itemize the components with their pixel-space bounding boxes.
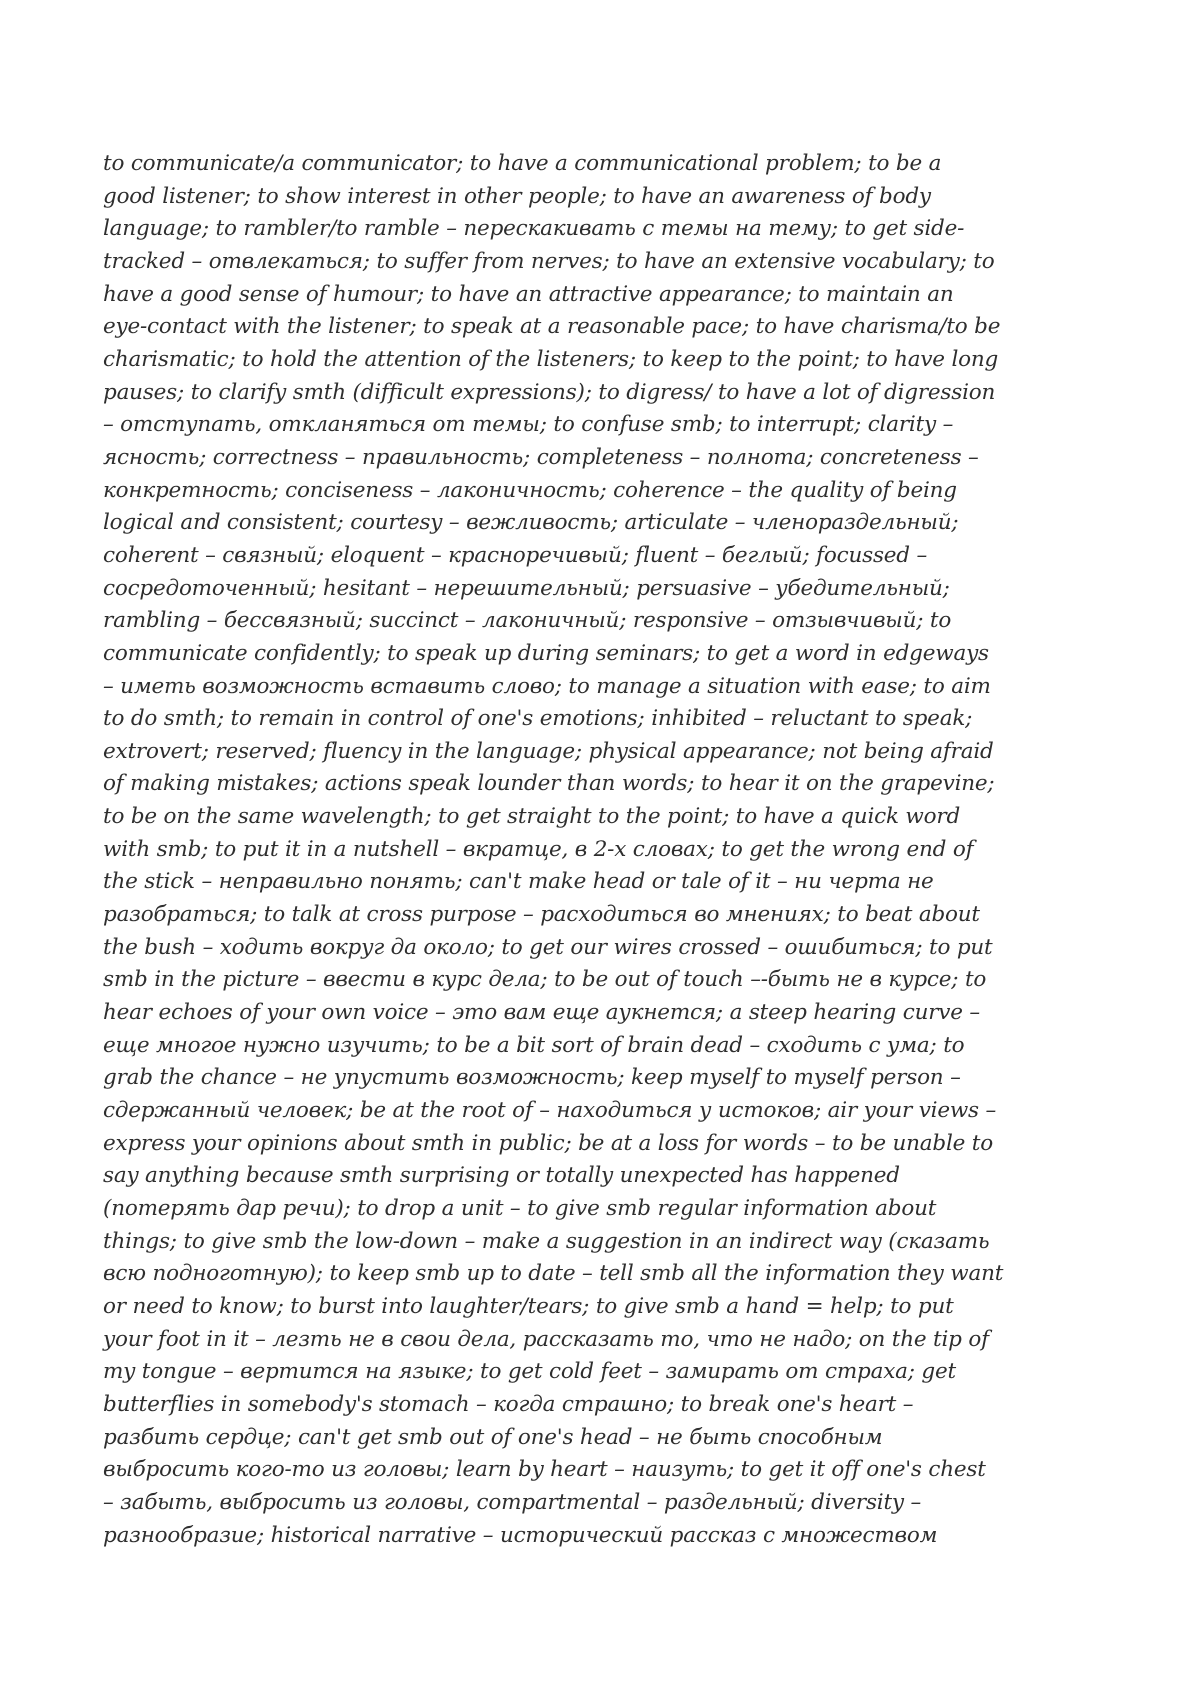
text-line: my tongue – вертится на языке; to get cold feet – замирать от страха; get <box>103 1359 956 1385</box>
text-line: hear echoes of your own voice – это вам еще аукнется; a steep hearing curve – <box>103 1000 980 1026</box>
text-line: the stick – неправильно понять; can't make head or tale of it – ни черта не <box>103 869 934 895</box>
text-line: to be on the same wavelength; to get straight to the point; to have a quick word <box>103 804 961 830</box>
text-line: logical and consistent; courtesy – вежливость; articulate – членораздельный; <box>103 510 959 536</box>
text-line: good listener; to show interest in other people; to have an awareness of body <box>103 183 931 209</box>
text-line: or need to know; to burst into laughter/tears; to give smb a hand = help; to put <box>103 1293 954 1319</box>
text-line: things; to give smb the low-down – make a suggestion in an indirect way (сказать <box>103 1228 990 1254</box>
text-line: rambling – бессвязный; succinct – лаконичный; responsive – отзывчивый; to <box>103 608 952 634</box>
text-line: with smb; to put it in a nutshell – вкратце, в 2-х словах; to get the wrong end of <box>103 836 974 862</box>
text-line: to communicate/a communicator; to have a communicational problem; to be a <box>103 151 942 176</box>
text-line: pauses; to clarify smth (difficult expressions); to digress/ to have a lot of digression <box>103 379 996 405</box>
text-line: of making mistakes; actions speak lounder than words; to hear it on the grapevine; <box>103 771 995 797</box>
text-line: ясность; correctness – правильность; completeness – полнота; concreteness – <box>103 444 979 470</box>
text-line: разобраться; to talk at cross purpose – расходиться во мнениях; to beat about <box>103 902 980 928</box>
text-line: coherent – связный; eloquent – красноречивый; fluent – беглый; focussed – <box>103 542 928 568</box>
text-line: grab the chance – не упустить возможность; keep myself to myself person – <box>103 1065 961 1091</box>
text-line: разнообразие; historical narrative – исторический рассказ с множеством <box>103 1522 938 1548</box>
text-line: разбить сердце; can't get smb out of one's head – не быть способным <box>103 1424 883 1450</box>
text-line: have a good sense of humour; to have an attractive appearance; to maintain an <box>103 281 954 307</box>
text-line: the bush – ходить вокруг да около; to get our wires crossed – ошибиться; to put <box>103 934 993 960</box>
text-line: выбросить кого-то из головы; learn by heart – наизуть; to get it off one's chest <box>103 1457 986 1483</box>
text-line: to do smth; to remain in control of one's emotions; inhibited – reluctant to speak; <box>103 706 973 732</box>
text-line: сдержанный человек; be at the root of – находиться у истоков; air your views – <box>103 1098 997 1124</box>
text-line: say anything because smth surprising or totally unexpected has happened <box>103 1163 900 1189</box>
text-line: tracked – отвлекаться; to suffer from nerves; to have an extensive vocabulary; to <box>103 248 995 274</box>
text-line: butterflies in somebody's stomach – когда страшно; to break one's heart – <box>103 1391 914 1417</box>
text-line: smb in the picture – ввести в курс дела; to be out of touch –-быть не в курсе; to <box>103 967 987 993</box>
text-line: – отступать, откланяться от темы; to confuse smb; to interrupt; clarity – <box>103 412 954 438</box>
text-line: express your opinions about smth in public; be at a loss for words – to be unable to <box>103 1130 993 1156</box>
text-line: communicate confidently; to speak up during seminars; to get a word in edgeways <box>103 640 989 666</box>
text-line: всю подноготную); to keep smb up to date – tell smb all the information they want <box>103 1261 1004 1287</box>
vocabulary-text-block <box>103 148 1103 1552</box>
text-line: your foot in it – лезть не в свои дела, рассказать то, что не надо; on the tip of <box>103 1326 989 1352</box>
text-line: еще многое нужно изучить; to be a bit sort of brain dead – сходить с ума; to <box>103 1032 965 1058</box>
text-line: конкретность; conciseness – лаконичность; coherence – the quality of being <box>103 477 957 503</box>
text-line: сосредоточенный; hesitant – нерешительный; persuasive – убедительный; <box>103 575 950 601</box>
text-line: charismatic; to hold the attention of the listeners; to keep to the point; to have long <box>103 346 999 372</box>
text-line: – иметь возможность вставить слово; to manage a situation with ease; to aim <box>103 673 991 699</box>
text-line: extrovert; reserved; fluency in the language; physical appearance; not being afraid <box>103 738 994 764</box>
text-line: (потерять дар речи); to drop a unit – to give smb regular information about <box>103 1196 937 1221</box>
text-line: – забыть, выбросить из головы, compartmental – раздельный; diversity – <box>103 1489 922 1515</box>
text-line: eye-contact with the listener; to speak at a reasonable pace; to have charisma/to be <box>103 314 1001 340</box>
text-line: language; to rambler/to ramble – перескакивать с темы на тему; to get side- <box>103 216 965 242</box>
